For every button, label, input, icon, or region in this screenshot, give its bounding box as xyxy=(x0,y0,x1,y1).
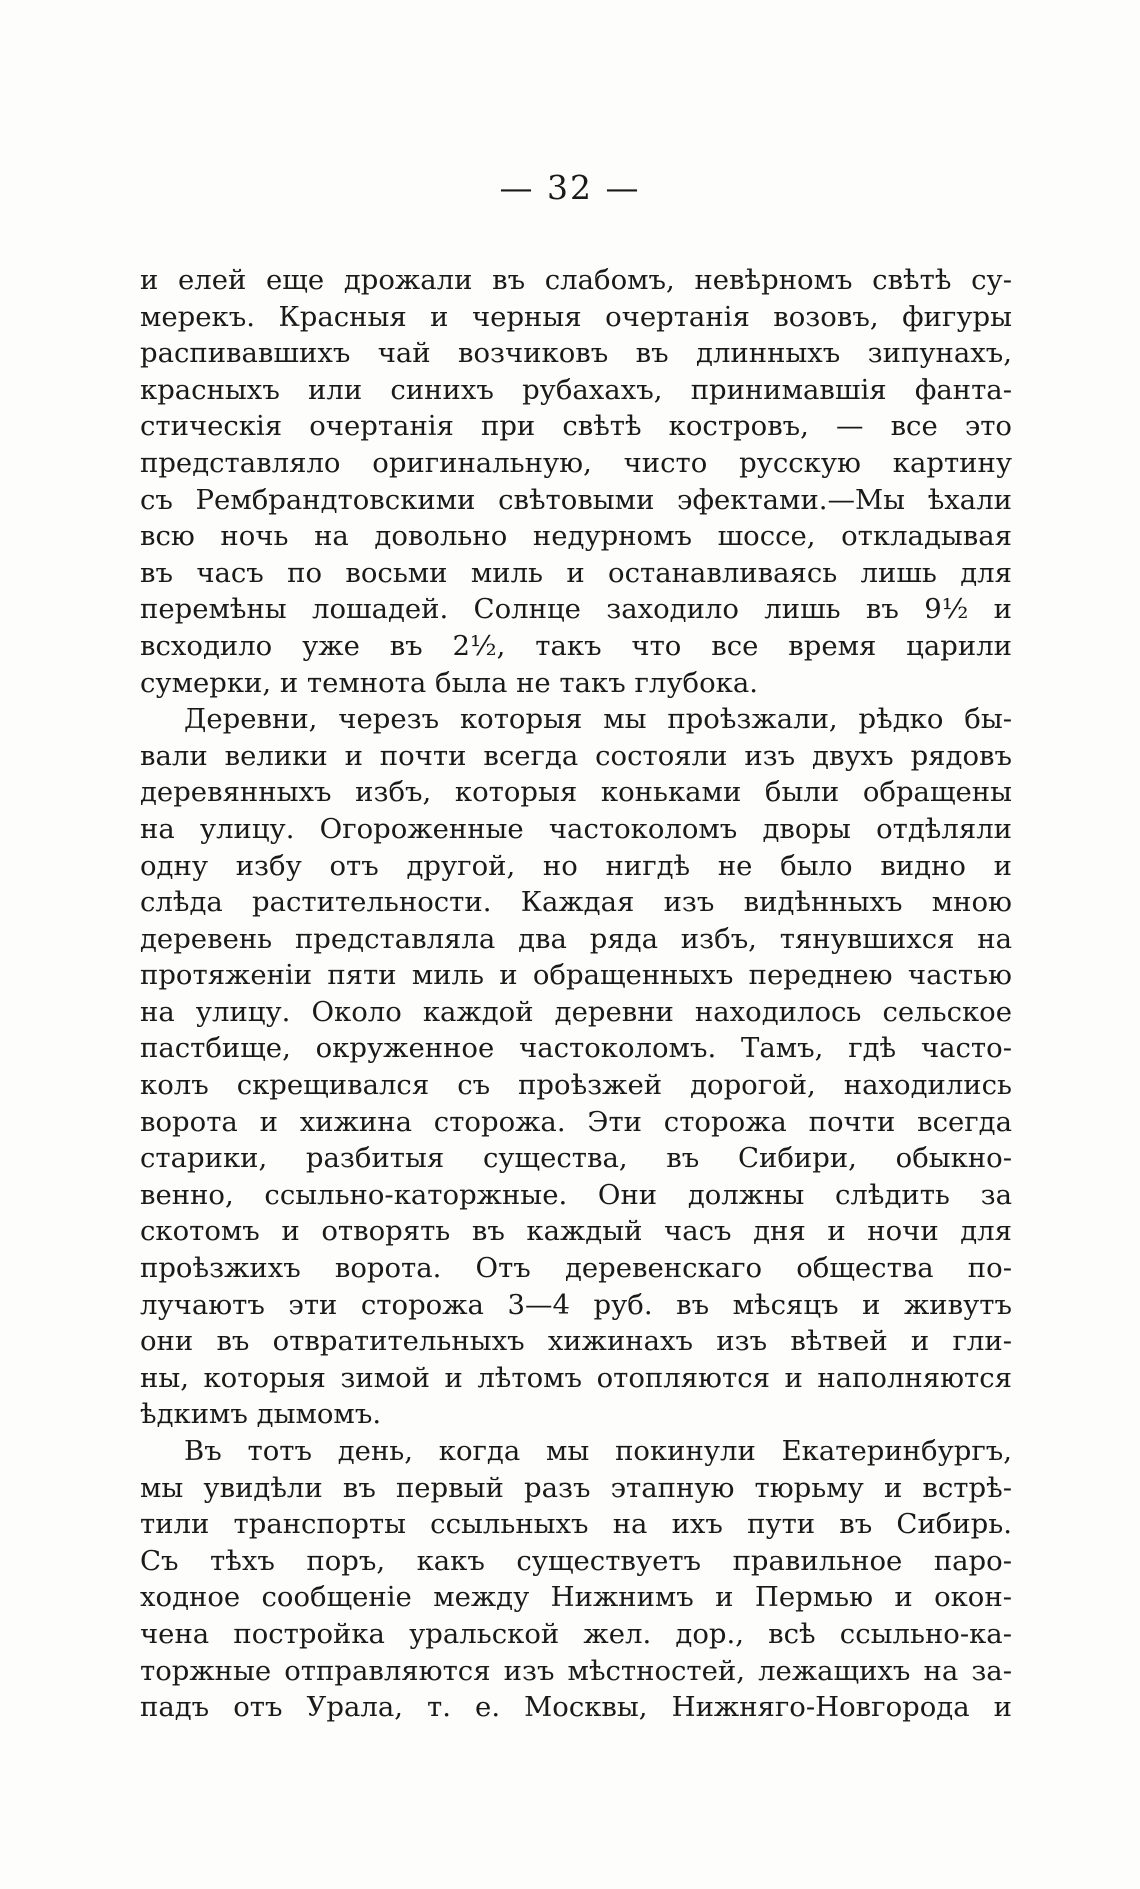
text-line: деревянныхъ избъ, которыя коньками были обращены xyxy=(140,776,1012,809)
text-line: съ Рембрандтовскими свѣтовыми эфектами.—Мы ѣхали xyxy=(140,483,1012,516)
text-line: вали велики и почти всегда состояли изъ двухъ рядовъ xyxy=(140,739,1012,772)
text-line: падъ отъ Урала, т. е. Москвы, Нижняго-Новгорода и xyxy=(140,1691,1012,1724)
text-line: одну избу отъ другой, но нигдѣ не было видно и xyxy=(140,849,1012,882)
text-line: Съ тѣхъ поръ, какъ существуетъ правильное паро- xyxy=(140,1544,1012,1577)
text-line: скотомъ и отворять въ каждый часъ дня и ночи для xyxy=(140,1215,1012,1248)
text-line: лучаютъ эти сторожа 3—4 руб. въ мѣсяцъ и живутъ xyxy=(140,1288,1012,1321)
text-line: мерекъ. Красныя и черныя очертанія возовъ, фигуры xyxy=(140,300,1012,333)
text-line: сумерки, и темнота была не такъ глубока. xyxy=(140,666,758,699)
text-line: проѣзжихъ ворота. Отъ деревенскаго общества по- xyxy=(140,1252,1012,1285)
text-line: ны, которыя зимой и лѣтомъ отопляются и наполняются xyxy=(140,1361,1012,1394)
text-line: они въ отвратительныхъ хижинахъ изъ вѣтвей и гли- xyxy=(140,1325,1012,1358)
text-line: протяженіи пяти миль и обращенныхъ переднею частью xyxy=(140,959,1012,992)
text-line: старики, разбитыя существа, въ Сибири, обыкно- xyxy=(140,1142,1012,1175)
body-text xyxy=(140,262,1012,1726)
text-line: деревень представляла два ряда избъ, тянувшихся на xyxy=(140,922,1012,955)
text-line: представляло оригинальную, чисто русскую картину xyxy=(140,446,1012,479)
text-line: чена постройка уральской жел. дор., всѣ ссыльно-ка- xyxy=(140,1617,1012,1650)
text-line: въ часъ по восьми миль и останавливаясь лишь для xyxy=(140,556,1012,589)
text-line: на улицу. Около каждой деревни находилось сельское xyxy=(140,995,1012,1028)
text-line: и елей еще дрожали въ слабомъ, невѣрномъ свѣтѣ су- xyxy=(140,264,1012,296)
text-line: торжные отправляются изъ мѣстностей, лежащихъ на за- xyxy=(140,1654,1012,1687)
text-line: венно, ссыльно-каторжные. Они должны слѣдить за xyxy=(140,1178,1012,1211)
text-line: колъ скрещивался съ проѣзжей дорогой, находились xyxy=(140,1069,1012,1102)
text-line: Деревни, черезъ которыя мы проѣзжали, рѣдко бы- xyxy=(184,703,1012,736)
text-line: стическія очертанія при свѣтѣ костровъ, — все это xyxy=(140,410,1012,443)
text-line: Въ тотъ день, когда мы покинули Екатеринбургъ, xyxy=(184,1435,1012,1467)
text-line: мы увидѣли въ первый разъ этапную тюрьму и встрѣ- xyxy=(140,1471,1012,1504)
text-line: всю ночь на довольно недурномъ шоссе, откладывая xyxy=(140,520,1012,553)
text-line: ѣдкимъ дымомъ. xyxy=(140,1398,382,1431)
text-line: пастбище, окруженное частоколомъ. Тамъ, гдѣ часто- xyxy=(140,1032,1012,1065)
text-line: перемѣны лошадей. Солнце заходило лишь въ 9½ и xyxy=(140,593,1012,626)
text-line: распивавшихъ чай возчиковъ въ длинныхъ зипунахъ, xyxy=(140,337,1012,370)
text-line: ходное сообщеніе между Нижнимъ и Пермью и окон- xyxy=(140,1581,1012,1614)
text-line: на улицу. Огороженные частоколомъ дворы отдѣляли xyxy=(140,812,1012,845)
text-line: слѣда растительности. Каждая изъ видѣнныхъ мною xyxy=(140,886,1012,919)
text-line: всходило уже въ 2½, такъ что все время царили xyxy=(140,629,1012,662)
text-line: ворота и хижина сторожа. Эти сторожа почти всегда xyxy=(140,1105,1012,1138)
text-line: красныхъ или синихъ рубахахъ, принимавшія фанта- xyxy=(140,373,1012,406)
text-line: тили транспорты ссыльныхъ на ихъ пути въ Сибирь. xyxy=(140,1508,1012,1541)
page-number: — 32 — xyxy=(499,168,641,207)
